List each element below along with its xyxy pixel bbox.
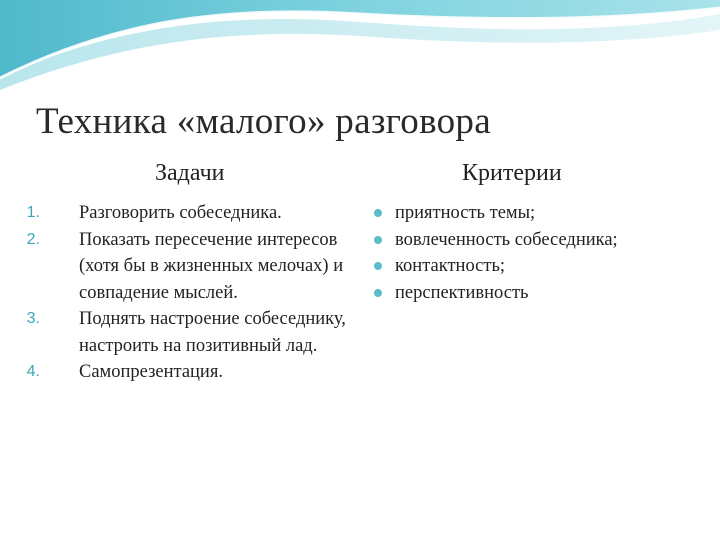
- list-item-text: Показать пересечение интересов (хотя бы в жизненных мелочах) и совпадение мыслей.: [79, 229, 344, 303]
- tasks-list: [18, 200, 348, 386]
- list-number: 2.: [26, 230, 40, 248]
- list-number: 1.: [26, 204, 40, 221]
- bullet-icon: [374, 236, 382, 244]
- list-item: [18, 200, 348, 227]
- header-wave-decoration: [0, 0, 720, 90]
- list-number: 4.: [26, 363, 40, 380]
- list-item: [18, 227, 348, 307]
- bullet-icon: [374, 209, 382, 217]
- list-item: [370, 200, 710, 227]
- list-item-text: перспективность: [395, 282, 529, 303]
- list-item-text: Самопрезентация.: [79, 362, 223, 382]
- criteria-list: [370, 200, 710, 306]
- list-item-text: приятность темы;: [395, 203, 536, 223]
- list-item-text: Поднять настроение собеседнику, настроить на позитивный лад.: [79, 309, 346, 356]
- bullet-icon: [374, 262, 382, 270]
- list-number: 3.: [26, 310, 40, 327]
- slide-title: Техника «малого» разговора: [36, 101, 491, 142]
- list-item: [370, 227, 710, 254]
- bullet-icon: [374, 289, 382, 297]
- list-item: [370, 280, 710, 307]
- list-item-text: контактность;: [395, 256, 506, 276]
- list-item: [18, 359, 348, 386]
- list-item-text: вовлеченность собеседника;: [395, 229, 618, 250]
- list-item: [18, 306, 348, 359]
- criteria-heading: Критерии: [462, 160, 562, 186]
- tasks-heading: Задачи: [155, 160, 225, 186]
- list-item-text: Разговорить собеседника.: [79, 203, 282, 223]
- list-item: [370, 253, 710, 280]
